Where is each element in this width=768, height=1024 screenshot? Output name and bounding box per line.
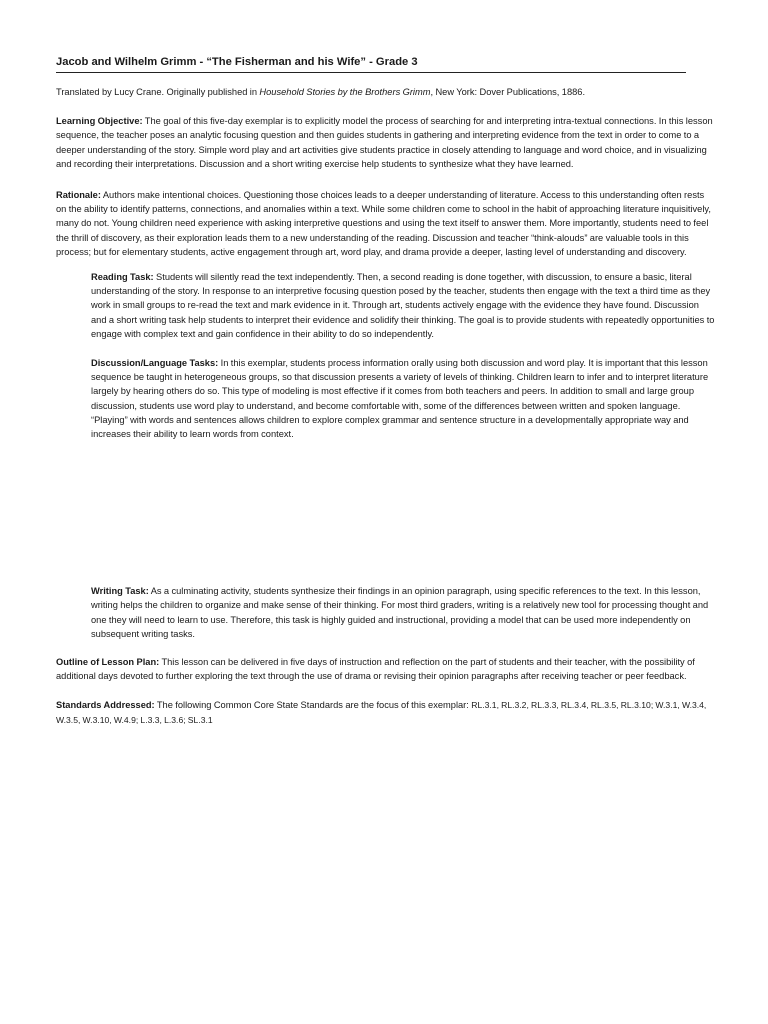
reading-task-label: Reading Task:: [91, 272, 154, 283]
discussion-language-tasks-text: In this exemplar, students process information orally using both discussion and word play. It is important that this lesson sequence be taught in heterogeneous groups, so that discussion presents a variety of levels of thinking. Children learn to infer and to interpret literature largely by hearing others do so. This type of modeling is most effective if it comes from both teachers and peers. In addition to small and large group discussion, students use word play to understand, and become comfortable with, some of the differences between written and spoken language. “Playing” with words and sentences allows children to explore complex grammar and sentence structure in a developmentally appropriate way and increases their ability to learn words from context.: [91, 358, 709, 440]
document-body: [56, 54, 716, 727]
translation-note: [56, 85, 716, 99]
standards-list: RL.3.1, RL.3.2, RL.3.3, RL.3.4, RL.3.5, RL.3.10; W.3.1, W.3.4, W.3.5, W.3.10, W.4.9; L.3.3, L.3.6; SL.3.1: [56, 700, 707, 725]
writing-task-paragraph: [91, 584, 716, 641]
learning-objective-text: The goal of this five-day exemplar is to explicitly model the process of searching for and interpreting intra-textual connections. In this lesson sequence, the teacher poses an analytic focusing question and then guides students in gathering and interpreting evidence from the text in order to come to a deeper understanding of the story. Simple word play and art activities give students practice in closely attending to language and word choice, and in visualizing and recording their interpretations. Discussion and a short writing exercise help students to synthesize what they have learned.: [56, 116, 713, 169]
reading-task-text: Students will silently read the text independently. Then, a second reading is done together, with discussion, to ensure a basic, literal understanding of the story. In response to an interpretive focusing question posed by the teacher, students then engage with the text a third time as they work in small groups to re-read the text and mark evidence in it. Through art, students actively engage with the evidence they have found. Discussion and a short writing task help students to interpret their evidence and solidify their thinking. The goal is to provide students with repeatedly opportunities to engage with complex text and gain confidence in their ability to do so independently.: [91, 272, 715, 339]
standards-text: The following Common Core State Standards are the focus of this exemplar:: [154, 700, 472, 711]
writing-task-text: As a culminating activity, students synthesize their findings in an opinion paragraph, using specific references to the text. In this lesson, writing helps the children to organize and make sense of their thinking. For most third graders, writing is a relatively new tool for processing thought and one they will need to learn to use. Therefore, this task is highly guided and instructional, providing a model that can be used more independently on subsequent writing tasks.: [91, 586, 709, 639]
outline-label: Outline of Lesson Plan:: [56, 657, 160, 668]
discussion-language-tasks-label: Discussion/Language Tasks:: [91, 358, 219, 369]
reading-task-paragraph: [91, 270, 716, 341]
standards-paragraph: [56, 698, 716, 726]
outline-text: This lesson can be delivered in five days of instruction and reflection on the part of students and their teacher, with the possibility of additional days devoted to further exploring the text through the use of drama or revising their opinion paragraphs after receiving teacher or peer feedback.: [56, 657, 695, 682]
learning-objective-label: Learning Objective:: [56, 116, 143, 127]
standards-label: Standards Addressed:: [56, 700, 155, 711]
rationale-label: Rationale:: [56, 190, 101, 201]
discussion-language-tasks-paragraph: [91, 356, 716, 441]
rationale-paragraph: [56, 188, 716, 259]
rationale-text: Authors make intentional choices. Questioning those choices leads to a deeper understanding of literature. Access to this understanding often rests on the ability to identify patterns, connections, and anomalies within a text. While some children come to school in the habit of approaching literature inquisitively, many do not. Young children need experience with asking interpretive questions and using the text itself to answer them. More importantly, students need to feel the thrill of discovery, as their exploration leads them to a new understanding of the reading. Discussion and teacher “think-alouds” are valuable tools in this process; but for elementary students, active engagement through art, word play, and drama provide a deeper, lasting level of understanding and discovery.: [56, 190, 711, 257]
outline-paragraph: [56, 655, 716, 683]
learning-objective-paragraph: [56, 114, 716, 171]
publication-details: , New York: Dover Publications, 1886.: [430, 87, 586, 97]
writing-task-label: Writing Task:: [91, 586, 149, 597]
source-book-title: Household Stories by the Brothers Grimm: [259, 87, 431, 97]
document-title: Jacob and Wilhelm Grimm - “The Fisherman and his Wife” - Grade 3: [56, 54, 686, 73]
translation-note-text: Translated by Lucy Crane. Originally published in: [56, 87, 260, 97]
